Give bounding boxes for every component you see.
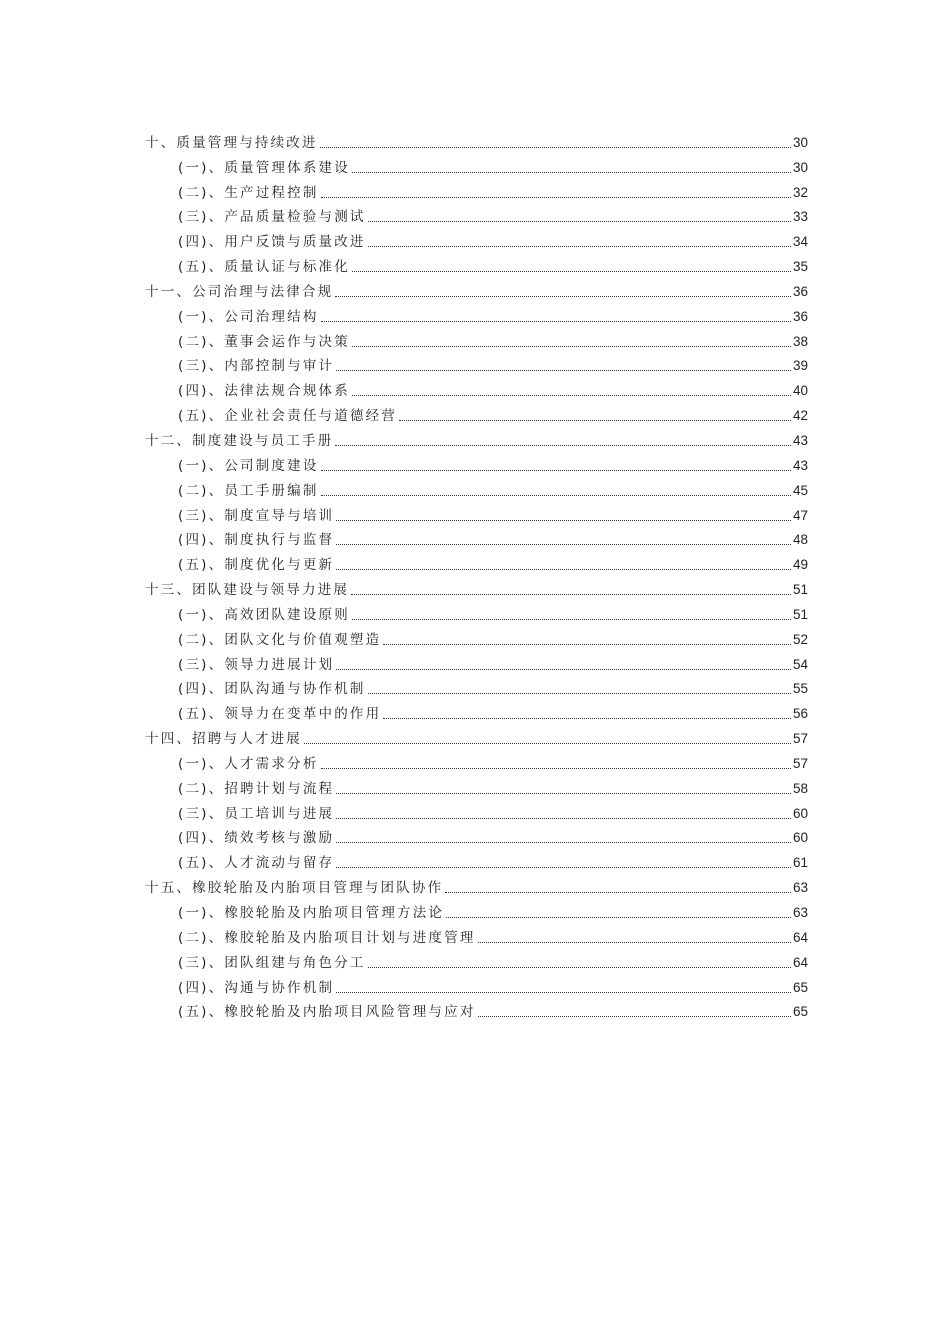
toc-entry-page-number: 63 <box>792 880 808 896</box>
toc-section-entry[interactable] <box>145 401 808 426</box>
toc-section-entry[interactable] <box>145 203 808 228</box>
toc-entry-title: (四)、法律法规合规体系 <box>178 383 350 400</box>
toc-dot-leader <box>351 593 791 595</box>
toc-entry-title: 十一、公司治理与法律合规 <box>145 283 334 300</box>
toc-entry-page-number: 51 <box>792 582 808 598</box>
toc-entry-page-number: 36 <box>792 308 808 324</box>
toc-dot-leader <box>336 991 791 993</box>
toc-entry-page-number: 47 <box>792 507 808 523</box>
toc-section-entry[interactable] <box>145 973 808 998</box>
toc-entry-title: (一)、质量管理体系建设 <box>178 159 350 176</box>
toc-entry-title: (一)、高效团队建设原则 <box>178 606 350 623</box>
toc-chapter-entry[interactable] <box>145 724 808 749</box>
toc-entry-page-number: 36 <box>792 283 808 299</box>
toc-entry-page-number: 38 <box>792 333 808 349</box>
toc-entry-title: (三)、内部控制与审计 <box>178 358 335 375</box>
toc-entry-title: (四)、沟通与协作机制 <box>178 979 335 996</box>
toc-entry-page-number: 40 <box>792 383 808 399</box>
toc-entry-title: 十四、招聘与人才进展 <box>145 731 302 748</box>
toc-dot-leader <box>321 494 791 496</box>
toc-dot-leader <box>336 817 791 819</box>
toc-entry-page-number: 64 <box>792 929 808 945</box>
toc-entry-title: (三)、团队组建与角色分工 <box>178 954 366 971</box>
toc-chapter-entry[interactable] <box>145 426 808 451</box>
toc-chapter-entry[interactable] <box>145 128 808 153</box>
toc-entry-title: (五)、制度优化与更新 <box>178 557 335 574</box>
toc-dot-leader <box>321 469 791 471</box>
toc-dot-leader <box>336 568 791 570</box>
toc-section-entry[interactable] <box>145 476 808 501</box>
toc-section-entry[interactable] <box>145 749 808 774</box>
toc-entry-page-number: 34 <box>792 234 808 250</box>
toc-section-entry[interactable] <box>145 352 808 377</box>
toc-dot-leader <box>446 916 791 918</box>
toc-section-entry[interactable] <box>145 774 808 799</box>
toc-section-entry[interactable] <box>145 848 808 873</box>
toc-entry-page-number: 48 <box>792 532 808 548</box>
toc-entry-title: 十二、制度建设与员工手册 <box>145 432 334 449</box>
toc-entry-title: (五)、领导力在变革中的作用 <box>178 706 382 723</box>
toc-entry-title: (二)、员工手册编制 <box>178 482 319 499</box>
toc-dot-leader <box>383 643 791 645</box>
toc-dot-leader <box>445 891 791 893</box>
toc-entry-page-number: 45 <box>792 482 808 498</box>
toc-dot-leader <box>352 345 791 347</box>
toc-entry-page-number: 52 <box>792 631 808 647</box>
toc-dot-leader <box>352 394 791 396</box>
toc-entry-page-number: 65 <box>792 979 808 995</box>
toc-section-entry[interactable] <box>145 948 808 973</box>
toc-entry-page-number: 54 <box>792 656 808 672</box>
toc-entry-page-number: 33 <box>792 209 808 225</box>
toc-entry-title: (一)、人才需求分析 <box>178 755 319 772</box>
toc-dot-leader <box>335 444 791 446</box>
toc-entry-title: (三)、员工培训与进展 <box>178 805 335 822</box>
toc-dot-leader <box>336 519 791 521</box>
toc-entry-title: (二)、团队文化与价值观塑造 <box>178 631 382 648</box>
toc-dot-leader <box>304 742 791 744</box>
toc-entry-page-number: 60 <box>792 830 808 846</box>
toc-dot-leader <box>336 369 791 371</box>
toc-entry-title: (四)、绩效考核与激励 <box>178 830 335 847</box>
toc-entry-page-number: 55 <box>792 681 808 697</box>
toc-entry-page-number: 42 <box>792 408 808 424</box>
toc-entry-title: (二)、生产过程控制 <box>178 184 319 201</box>
toc-entry-page-number: 65 <box>792 1004 808 1020</box>
toc-section-entry[interactable] <box>145 600 808 625</box>
toc-dot-leader <box>321 767 791 769</box>
toc-entry-page-number: 30 <box>792 134 808 150</box>
toc-entry-page-number: 51 <box>792 606 808 622</box>
toc-section-entry[interactable] <box>145 252 808 277</box>
toc-dot-leader <box>336 668 791 670</box>
toc-entry-title: 十五、橡胶轮胎及内胎项目管理与团队协作 <box>145 880 444 897</box>
toc-section-entry[interactable] <box>145 824 808 849</box>
toc-entry-page-number: 61 <box>792 855 808 871</box>
toc-entry-page-number: 32 <box>792 184 808 200</box>
toc-entry-title: (五)、质量认证与标准化 <box>178 259 350 276</box>
toc-dot-leader <box>383 717 791 719</box>
toc-section-entry[interactable] <box>145 625 808 650</box>
toc-entry-title: (四)、用户反馈与质量改进 <box>178 234 366 251</box>
toc-chapter-entry[interactable] <box>145 873 808 898</box>
toc-dot-leader <box>399 419 791 421</box>
toc-entry-title: (五)、人才流动与留存 <box>178 855 335 872</box>
toc-entry-title: (一)、橡胶轮胎及内胎项目管理方法论 <box>178 905 445 921</box>
toc-dot-leader <box>320 146 791 148</box>
toc-dot-leader <box>352 270 791 272</box>
toc-entry-page-number: 56 <box>792 706 808 722</box>
toc-dot-leader <box>336 543 791 545</box>
toc-entry-title: (三)、领导力进展计划 <box>178 656 335 673</box>
toc-section-entry[interactable] <box>145 302 808 327</box>
toc-entry-title: (一)、公司制度建设 <box>178 457 319 474</box>
toc-entry-title: (二)、董事会运作与决策 <box>178 333 350 350</box>
toc-entry-page-number: 57 <box>792 755 808 771</box>
toc-section-entry[interactable] <box>145 327 808 352</box>
toc-entry-page-number: 43 <box>792 432 808 448</box>
toc-section-entry[interactable] <box>145 998 808 1023</box>
toc-section-entry[interactable] <box>145 898 808 923</box>
toc-dot-leader <box>478 1015 791 1017</box>
toc-dot-leader <box>352 618 791 620</box>
toc-entry-page-number: 49 <box>792 557 808 573</box>
toc-dot-leader <box>368 245 791 247</box>
toc-entry-page-number: 30 <box>792 159 808 175</box>
toc-section-entry[interactable] <box>145 699 808 724</box>
toc-section-entry[interactable] <box>145 451 808 476</box>
toc-section-entry[interactable] <box>145 675 808 700</box>
toc-section-entry[interactable] <box>145 153 808 178</box>
toc-section-entry[interactable] <box>145 650 808 675</box>
toc-entry-page-number: 35 <box>792 259 808 275</box>
toc-entry-title: (四)、团队沟通与协作机制 <box>178 681 366 698</box>
toc-entry-page-number: 39 <box>792 358 808 374</box>
toc-dot-leader <box>368 692 791 694</box>
toc-entry-title: (三)、制度宣导与培训 <box>178 507 335 524</box>
toc-dot-leader <box>336 866 791 868</box>
toc-dot-leader <box>368 966 791 968</box>
toc-entry-title: 十、质量管理与持续改进 <box>145 134 318 151</box>
toc-section-entry[interactable] <box>145 799 808 824</box>
toc-section-entry[interactable] <box>145 376 808 401</box>
toc-dot-leader <box>352 171 791 173</box>
toc-dot-leader <box>321 320 791 322</box>
toc-dot-leader <box>336 841 791 843</box>
toc-entry-title: 十三、团队建设与领导力进展 <box>145 582 350 599</box>
toc-dot-leader <box>335 295 791 297</box>
toc-section-entry[interactable] <box>145 178 808 203</box>
toc-dot-leader <box>478 941 791 943</box>
toc-section-entry[interactable] <box>145 923 808 948</box>
toc-dot-leader <box>368 220 791 222</box>
toc-section-entry[interactable] <box>145 550 808 575</box>
toc-entry-title: (一)、公司治理结构 <box>178 308 319 325</box>
table-of-contents <box>145 128 808 1022</box>
toc-dot-leader <box>336 792 791 794</box>
toc-entry-title: (五)、企业社会责任与道德经营 <box>178 408 398 425</box>
toc-dot-leader <box>321 196 791 198</box>
toc-entry-page-number: 64 <box>792 954 808 970</box>
toc-entry-page-number: 63 <box>792 905 808 920</box>
toc-section-entry[interactable] <box>145 227 808 252</box>
toc-entry-title: (二)、招聘计划与流程 <box>178 780 335 797</box>
toc-entry-title: (二)、橡胶轮胎及内胎项目计划与进度管理 <box>178 929 476 946</box>
toc-entry-page-number: 58 <box>792 780 808 796</box>
toc-chapter-entry[interactable] <box>145 277 808 302</box>
toc-entry-page-number: 60 <box>792 805 808 821</box>
toc-section-entry[interactable] <box>145 501 808 526</box>
toc-entry-page-number: 43 <box>792 457 808 473</box>
toc-chapter-entry[interactable] <box>145 575 808 600</box>
toc-entry-title: (五)、橡胶轮胎及内胎项目风险管理与应对 <box>178 1004 476 1021</box>
toc-entry-title: (四)、制度执行与监督 <box>178 532 335 549</box>
toc-entry-title: (三)、产品质量检验与测试 <box>178 209 366 226</box>
toc-section-entry[interactable] <box>145 526 808 551</box>
toc-entry-page-number: 57 <box>792 731 808 747</box>
